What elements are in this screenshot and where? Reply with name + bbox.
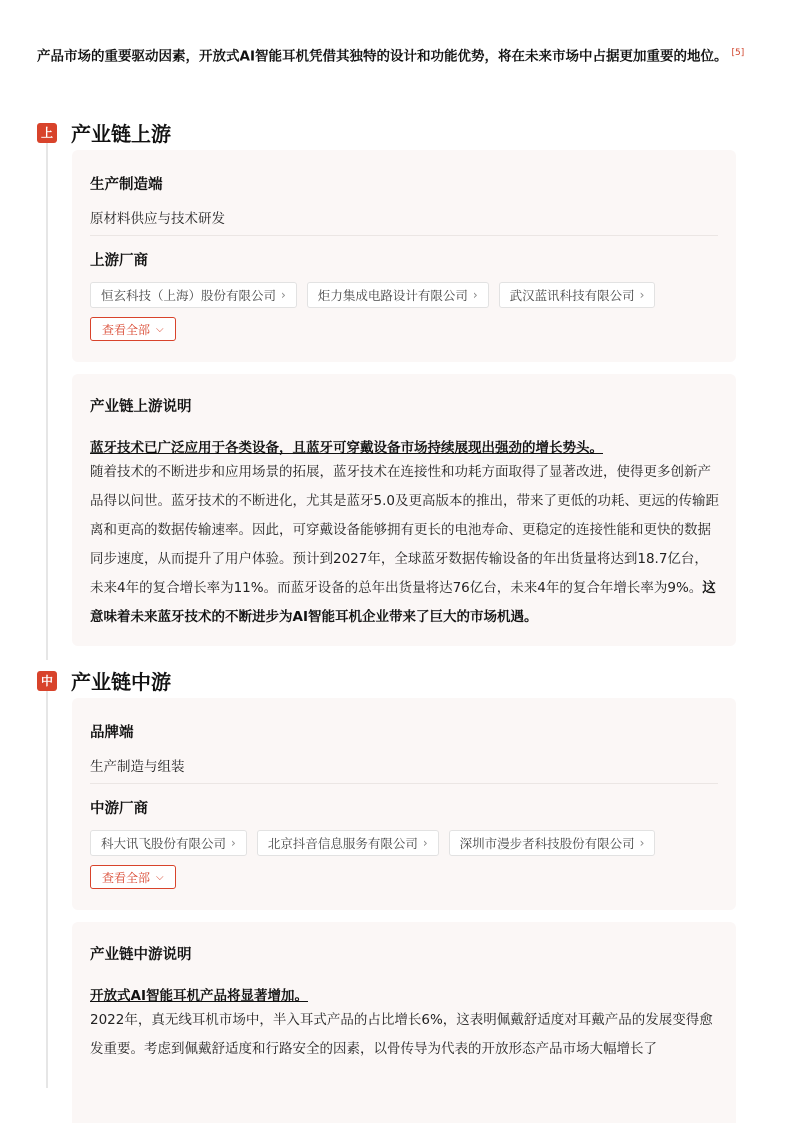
- description-highlight: 开放式AI智能耳机产品将显著增加。: [90, 988, 308, 1004]
- vendors-heading: 上游厂商: [90, 253, 148, 269]
- vendor-chip[interactable]: 北京抖音信息服务有限公司 ›: [257, 830, 439, 856]
- section-title-upstream: 产业链上游: [71, 122, 171, 146]
- intro-paragraph: [37, 38, 757, 72]
- vendor-chip[interactable]: 炬力集成电路设计有限公司 ›: [307, 282, 489, 308]
- upstream-description-card: [72, 374, 736, 646]
- view-all-button[interactable]: 查看全部 ⌵: [90, 317, 176, 341]
- card-subtitle: 生产制造与组装: [90, 759, 185, 775]
- upstream-card: [72, 150, 736, 362]
- vendors-heading: 中游厂商: [90, 801, 148, 817]
- midstream-description-card: [72, 922, 736, 1123]
- reference-link[interactable]: [5]: [731, 48, 745, 58]
- card-heading: 生产制造端: [90, 177, 163, 193]
- chevron-down-icon: ⌵: [156, 323, 164, 335]
- vendor-chip-list: [90, 282, 655, 308]
- vendor-chip[interactable]: 武汉蓝讯科技有限公司 ›: [499, 282, 656, 308]
- intro-text: 产品市场的重要驱动因素，开放式AI智能耳机凭借其独特的设计和功能优势，将在未来市场中占据更加重要的地位。: [37, 48, 728, 65]
- vendor-chip-list: [90, 830, 655, 856]
- divider: [90, 235, 718, 236]
- description-heading: 产业链上游说明: [90, 399, 192, 415]
- midstream-card: [72, 698, 736, 910]
- vendor-chip[interactable]: 恒玄科技（上海）股份有限公司 ›: [90, 282, 297, 308]
- chevron-right-icon: ›: [281, 288, 286, 302]
- description-heading: 产业链中游说明: [90, 947, 192, 963]
- card-heading: 品牌端: [90, 725, 134, 741]
- section-badge-midstream: 中: [37, 671, 57, 691]
- chevron-right-icon: ›: [639, 288, 645, 302]
- section-title-midstream: 产业链中游: [71, 670, 171, 694]
- section-badge-upstream: 上: [37, 123, 57, 143]
- view-all-button[interactable]: 查看全部 ⌵: [90, 865, 176, 889]
- chevron-right-icon: ›: [472, 288, 478, 302]
- chevron-right-icon: ›: [639, 836, 645, 850]
- section-header-midstream: [37, 666, 171, 695]
- section-header-upstream: [37, 118, 171, 147]
- chevron-down-icon: ⌵: [156, 871, 164, 883]
- chevron-right-icon: ›: [231, 836, 236, 850]
- vendor-chip[interactable]: 深圳市漫步者科技股份有限公司 ›: [449, 830, 656, 856]
- card-subtitle: 原材料供应与技术研发: [90, 211, 225, 227]
- description-highlight: 蓝牙技术已广泛应用于各类设备，且蓝牙可穿戴设备市场持续展现出强劲的增长势头。: [90, 440, 603, 456]
- timeline-line-upstream: [46, 140, 48, 660]
- description-body: 随着技术的不断进步和应用场景的拓展，蓝牙技术在连接性和功耗方面取得了显著改进，使得更多创新产品得以问世。蓝牙技术的不断进化，尤其是蓝牙5.0及更高版本的推出，带来了更低的功耗、更远的传输距离和更高的数据传输速率。因此，可穿戴设备能够拥有更长的电池寿命、更稳定的连接性能和更快的数据同步速度，从而提升了用户体验。预计到2027年，全球蓝牙数据传输设备的年出货量将达到18.7亿台，未来4年的复合增长率为11%。而蓝牙设备的总年出货量将达76亿台，未来4年的复合年增长率为9%。这意味着未来蓝牙技术的不断进步为AI智能耳机企业带来了巨大的市场机遇。: [90, 464, 719, 625]
- chevron-right-icon: ›: [422, 836, 428, 850]
- vendor-chip[interactable]: 科大讯飞股份有限公司 ›: [90, 830, 247, 856]
- divider: [90, 783, 718, 784]
- timeline-line-midstream: [46, 688, 48, 1088]
- description-body: 2022年，真无线耳机市场中，半入耳式产品的占比增长6%，这表明佩戴舒适度对耳戴产品的发展变得愈发重要。考虑到佩戴舒适度和行路安全的因素，以骨传导为代表的开放形态产品市场大幅增长了: [90, 1012, 713, 1057]
